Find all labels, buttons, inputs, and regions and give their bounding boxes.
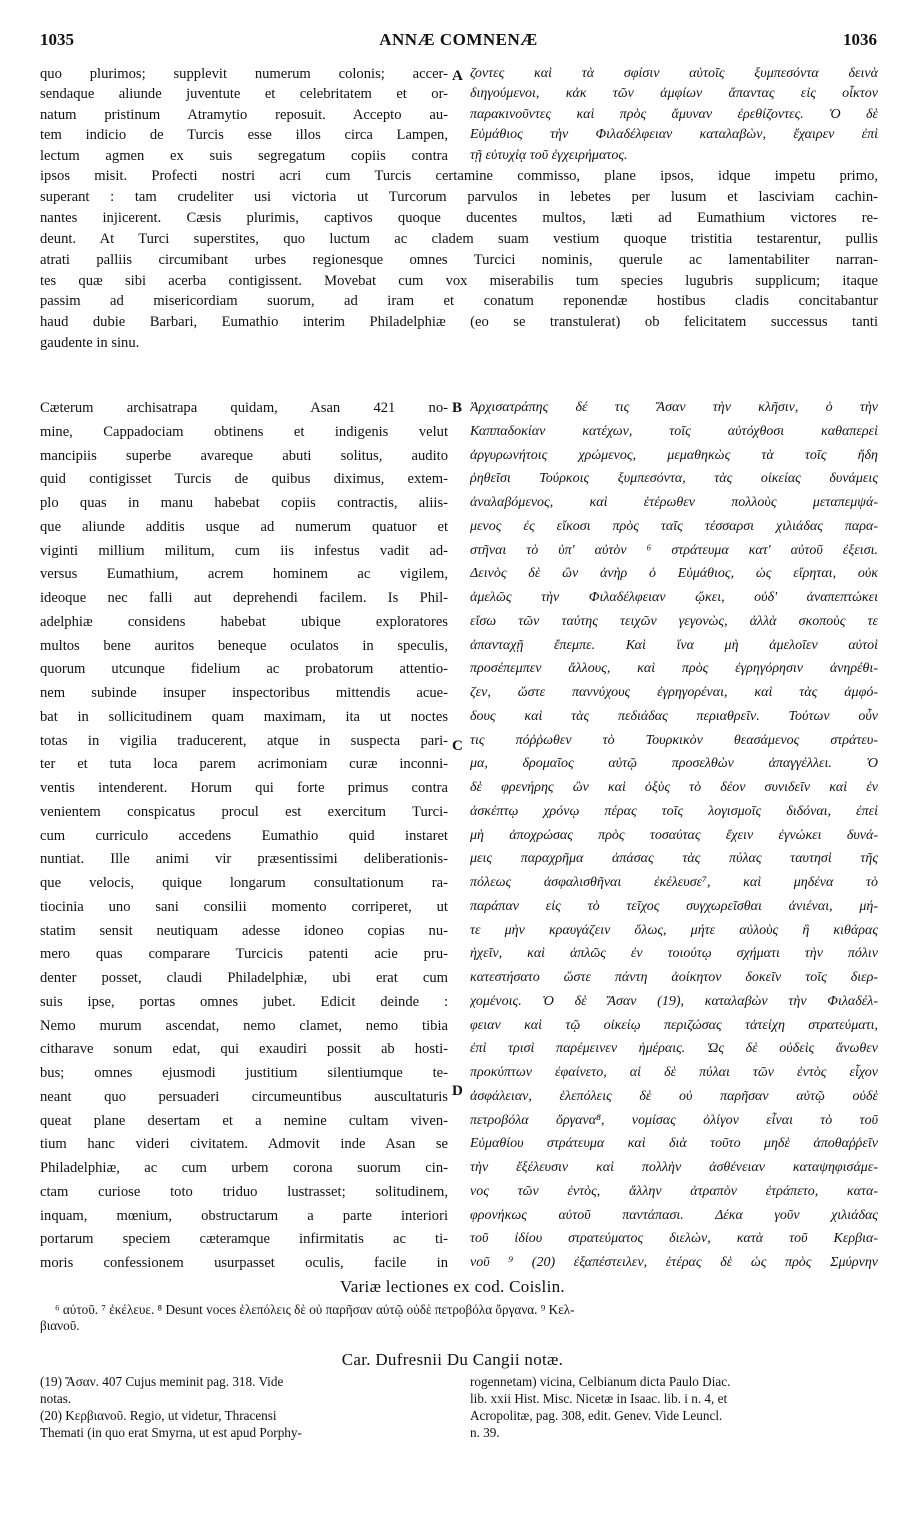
full-width-line: tes quæ sibi acerba contigissent. Movebat cum vox miserabilis tum species lugubris supplicum; itaque (40, 272, 878, 289)
greek-line: Εὐμαθίου στράτευμα καὶ διὰ τοῦτο μηδὲ ἀποθαῤῥεῖν (470, 1136, 878, 1152)
greek-line: εἴσω τῶν ταύτης τειχῶν γεγονὼς, ἀλλὰ σκοποὺς τε (470, 613, 878, 629)
greek-line: ἀργυρωνήτοις χρώμενος, μεμαθηκὼς τὰ τοῖς ἤδη (470, 447, 878, 463)
latin-line: lectum agmen ex suis segregatum copiis contra (40, 147, 448, 164)
greek-line: Ἀρχισατράπης δέ τις Ἄσαν τὴν κλῆσιν, ὁ τὴν (470, 400, 878, 415)
latin-line: tem indicio de Turcis esse illos circa Lampen, (40, 127, 448, 144)
greek-line: φρονήκως αὐτοῦ παντάπασι. Δέκα γοῦν χιλιάδας (470, 1207, 878, 1223)
latin-line: statim sensit neutiquam adesse idoneo copias nu- (40, 922, 448, 939)
full-width-line: passim ad misericordiam suorum, ad iram et conatum reponendæ hostibus cladis concitabantur (40, 293, 878, 310)
section-marker-c: C (452, 738, 463, 754)
latin-line: plo quas in manu habebat copiis contractis, aliis- (40, 495, 448, 511)
latin-line: citharave sonum edat, qui exaudiri possit ab hosti- (40, 1041, 448, 1058)
greek-line: τις πόῤῥωθεν τὸ Τουρκικὸν θεασάμενος στράτευ- (470, 732, 878, 748)
latin-line: mero quas comparare Turcicis patenti acie pru- (40, 946, 448, 963)
full-width-line: atrati palliis circumibant urbes regionesque omnes Turcici nominis, querule ac lamentabiliter narran- (40, 251, 878, 268)
latin-line: Cæterum archisatrapa quidam, Asan 421 no- (40, 400, 448, 416)
full-width-line: haud dubie Barbari, Eumathio interim Philadelphiæ (eo se transtulerat) ob felicitatem successus tanti (40, 314, 878, 331)
latin-line: tium hanc videri civitatem. Admovit inde Asan se (40, 1136, 448, 1153)
variae-line-1: ⁶ αὐτοῦ. ⁷ ἐκέλευε. ⁸ Desunt voces ἑλεπόλεις δὲ οὐ παρῆσαν αὐτῷ οὐδὲ πετροβόλα ὄργανα. ⁹ Κελ- (55, 1302, 575, 1317)
greek-line: μεις παραχρῆμα ἁπάσας τὰς πύλας ταυτησὶ τῆς (470, 851, 878, 867)
section-marker-d: D (452, 1083, 463, 1099)
greek-line: παράπαν εἰς τὸ τεῖχος συγχωρεῖσθαι ἀνιέναι, μή- (470, 898, 878, 914)
latin-line: ctam curiose toto triduo lustrasset; solitudinem, (40, 1183, 448, 1200)
variae-lectiones-title: Variæ lectiones ex cod. Coislin. (340, 1277, 565, 1296)
greek-line: Εὐμάθιος τὴν Φιλαδέλφειαν καταλαβὼν, ἔχαιρεν ἐπὶ (470, 127, 878, 143)
full-width-line: nantes injicerent. Cæsis plurimis, captivos quoque ducentes multos, læti ad Eumathium victores re- (40, 209, 878, 226)
latin-line: neant quo persuaderi circumeuntibus auscultaturis (40, 1088, 448, 1105)
greek-line: παρακινοῦντες καὶ πρὸς ἄμυναν ἐρεθίζοντες. Ὁ δὲ (470, 106, 878, 122)
greek-line: δους καὶ τὰς πεδιάδας περιαθρεῖν. Τούτων οὖν (470, 708, 878, 724)
greek-line: προκύπτων ἐφαίνετο, αἱ δὲ πύλαι τῶν ἐντὸς εἶχον (470, 1065, 878, 1080)
greek-line: ἀσφάλειαν, ἑλεπόλεις δὲ οὐ παρῆσαν αὐτῷ οὐδὲ (470, 1088, 878, 1104)
greek-line: τε μὴν κραυγάζειν ὅλως, μήτε αὐλοὺς ἢ κιθάρας (470, 922, 878, 938)
latin-line: que velocis, quique longarum consultationum ra- (40, 875, 448, 891)
greek-line: ἁπανταχῇ ἔπεμπε. Καὶ ἵνα μὴ ἀμελοῖεν αὐτοὶ (470, 637, 878, 653)
page-header (40, 30, 877, 60)
latin-line: natum pristinum Atramytio reposuit. Accepto au- (40, 106, 448, 123)
latin-line: multos bene auritos beneque oculatos in speculis, (40, 637, 448, 654)
latin-line: queat plane desertam et a nemine cultam viven- (40, 1112, 448, 1129)
note-left-line: notas. (40, 1391, 72, 1406)
greek-line: ἠχεῖν, καὶ ἁπλῶς ἐν τοιούτῳ σχήματι τὴν πόλιν (470, 946, 878, 962)
greek-line: τῇ εὐτυχίᾳ τοῦ ἐγχειρήματος. (470, 147, 628, 163)
section-marker-a: A (452, 68, 463, 84)
latin-line: venientem conspicatus procul est exercitum Turci- (40, 803, 448, 820)
dufresne-notes-title: Car. Dufresnii Du Cangii notæ. (341, 1350, 564, 1369)
full-width-line: gaudente in sinu. (40, 335, 140, 352)
greek-line: νος τῶν ἐντὸς, ἄλλην ἀτραπὸν ἐτράπετο, κατα- (470, 1183, 878, 1199)
greek-line: φειαν καὶ τῷ οἰκείῳ περιζώσας τἀτείχη στρατεύματι, (470, 1017, 878, 1033)
latin-line: portarum speciem cæteramque infirmitatis ac ti- (40, 1231, 448, 1248)
section-marker-b: B (452, 400, 463, 416)
note-right-line: rogennetam) vicina, Celbianum dicta Paulo Diac. (470, 1374, 731, 1389)
latin-line: nuntiat. Ille animi vir præsentissimi deliberationis- (40, 851, 448, 868)
latin-line: moris confessionem usurpasset oculis, facile in (40, 1255, 448, 1271)
greek-line: διηγούμενοι, κἀκ τῶν ἀμφίων ἅπαντας εἰς οἶκτον (470, 86, 878, 102)
greek-line: μὴ ἀποχρώσας πρὸς τοσαύτας ἔχειν ἐγνώκει δυνά- (470, 827, 878, 843)
latin-line: ventis intenderent. Horum qui forte primus contra (40, 780, 448, 796)
latin-line: adelphiæ considens habebat ubique exploratores (40, 613, 448, 630)
greek-line: νοῦ ⁹ (20) ἐξαπέστειλεν, ἑτέρας δὲ ὡς πρὸς Σμύρνην (470, 1255, 878, 1270)
greek-line: πετροβόλα ὄργανα⁸, νομίσας ὀλίγον εἶναι τὸ τοῦ (470, 1112, 878, 1128)
latin-line: sendaque aliunde juventute et celebritatem et or- (40, 86, 448, 103)
latin-line: inquam, mœnium, obstructarum a parte interiori (40, 1207, 448, 1224)
greek-line: πόλεως ἀσφαλισθῆναι ἐκέλευσε⁷, καὶ μηδένα τὸ (470, 875, 878, 890)
note-right-line: lib. xxii Hist. Misc. Nicetæ in Isaac. lib. i n. 4, et (470, 1391, 728, 1406)
full-width-line: superant : tam crudeliter usi victoria ut Turcorum parvulos in lebetes per lusum et lasciviam cachin- (40, 188, 878, 205)
greek-line: χομένοις. Ὁ δὲ Ἄσαν (19), καταλαβὼν τὴν Φιλαδέλ- (470, 993, 878, 1009)
greek-line: δὲ φρενήρης ὢν καὶ ὀξὺς τὸ δέον συνιδεῖν καὶ ἐν (470, 780, 878, 795)
latin-line: ideoque nec falli aut deprehendi facilem. Is Phil- (40, 590, 448, 606)
latin-line: quid contigisset Turcis de quibus diximus, extem- (40, 471, 448, 488)
variae-line-2: βιανοῦ. (40, 1318, 80, 1333)
greek-line: μενος ἐς εἴκοσι πρὸς ταῖς τέσσαρσι χιλιάδας παρα- (470, 518, 878, 534)
greek-line: Καππαδοκίαν κατέχων, τοῖς αὐτόχθοσι καθαπερεὶ (470, 423, 878, 439)
latin-line: quorum utcunque fidelium ac probatorum attentio- (40, 661, 448, 678)
latin-line: suis ipse, portas omnes jubet. Edicit deinde : (40, 993, 448, 1010)
full-width-line: ipsos misit. Profecti nostri acri cum Turcis certamine commisso, plane ipsos, idque impetu primo, (40, 168, 878, 184)
greek-line: Δεινὸς δὲ ὢν ἀνὴρ ὁ Εὐμάθιος, ὡς εἴρηται, οὐκ (470, 566, 878, 582)
note-right-line: n. 39. (470, 1425, 500, 1440)
note-left-line: (19) Ἄσαν. 407 Cujus meminit pag. 318. Vide (40, 1374, 284, 1389)
latin-line: totas in vigilia traducerent, atque in suspecta pari- (40, 732, 448, 749)
latin-line: tiocinia uno sani consilii momento corriperet, ut (40, 898, 448, 915)
greek-line: ζεν, ὥστε παννύχους ἐγρηγορέναι, καὶ τὰς ἀμφό- (470, 685, 878, 700)
greek-line: ἀναλαβόμενος, καὶ ἑτέρωθεν πολλοὺς μεταπεμψά- (470, 495, 878, 510)
latin-line: ter et tuta loca parem acrimoniam curæ inconni- (40, 756, 448, 773)
note-left-line: Themati (in quo erat Smyrna, ut est apud Porphy- (40, 1425, 302, 1440)
page-number-left: 1035 (40, 30, 74, 49)
note-right-line: Acropolitæ, pag. 308, edit. Genev. Vide Leuncl. (470, 1408, 723, 1423)
latin-line: viginti millium militum, cum iis infestus vadit ad- (40, 542, 448, 559)
greek-line: μα, δρομαῖος αὐτῷ προσελθὼν ἀπαγγέλλει. Ὁ (470, 756, 878, 772)
latin-line: versus Eumathium, acrem hominem ac vigilem, (40, 566, 448, 583)
greek-line: ἐπὶ τρισὶ παρέμεινεν ἡμέραις. Ὡς δὲ οὐδεὶς ἄνωθεν (470, 1041, 878, 1057)
latin-line: nem subinde insuper inspectoribus mittendis acue- (40, 685, 448, 701)
latin-line: mine, Cappadociam obtinens et indigenis velut (40, 423, 448, 440)
greek-line: κατεστήσατο ὥστε πάντη ἀοίκητον δοκεῖν τοῖς διερ- (470, 970, 878, 985)
latin-line: que aliunde additis usque ad numerum quatuor et (40, 518, 448, 535)
greek-line: ἀσκέπτῳ χρόνῳ πέρας τοῖς λογισμοῖς διδόναι, ἐπεὶ (470, 803, 878, 819)
greek-line: προσέπεμπεν ἄλλους, καὶ πρὸς ἐγρηγόρησιν ἀνηρέθι- (470, 661, 878, 677)
full-width-line: deunt. At Turci superstites, quo luctum ac cladem suam vestium quoque tristitia testarentur, pullis (40, 230, 878, 247)
latin-line: Philadelphiæ, ac cum urbem corona suorum cin- (40, 1160, 448, 1176)
latin-line: bus; omnes ejusmodi justitium silentiumque te- (40, 1065, 448, 1081)
latin-line: bat in sollicitudinem quam maximam, ita ut noctes (40, 708, 448, 725)
greek-line: ἀμελῶς τὴν Φιλαδέλφειαν ᾤκει, οὐδ' ἀναπεπτώκει (470, 590, 878, 605)
greek-line: τοῦ ἰδίου στρατεύματος διελὼν, κατὰ τοῦ Κερβια- (470, 1231, 878, 1247)
latin-line: Nemo murum ascendat, nemo clamet, nemo tibia (40, 1017, 448, 1034)
greek-line: ῥηθεῖσι Τούρκοις ξυμπεσόντα, τὰς οἰκείας δυνάμεις (470, 471, 878, 487)
greek-line: ζοντες καὶ τὰ σφίσιν αὐτοῖς ξυμπεσόντα δεινὰ (470, 66, 878, 81)
latin-line: denter posset, claudi Philadelphiæ, ubi erat cum (40, 970, 448, 986)
page-number-right: 1036 (843, 30, 877, 49)
latin-line: quo plurimos; supplevit numerum colonis; accer- (40, 66, 448, 82)
latin-line: cum curriculo accedens Eumathio quid instaret (40, 827, 448, 844)
greek-line: τὴν ἔξέλευσιν καὶ πολλὴν ἀσθένειαν καταψηφισάμε- (470, 1160, 878, 1175)
note-left-line: (20) Κερβιανοῦ. Regio, ut videtur, Thracensi (40, 1408, 277, 1423)
running-title: ANNÆ COMNENÆ (379, 30, 538, 49)
greek-line: στῆναι τὸ ὑπ' αὐτὸν ⁶ στράτευμα κατ' αὐτοῦ ἐξεισι. (470, 542, 878, 558)
latin-line: mancipiis superbe avareque abuti solitus, audito (40, 447, 448, 464)
